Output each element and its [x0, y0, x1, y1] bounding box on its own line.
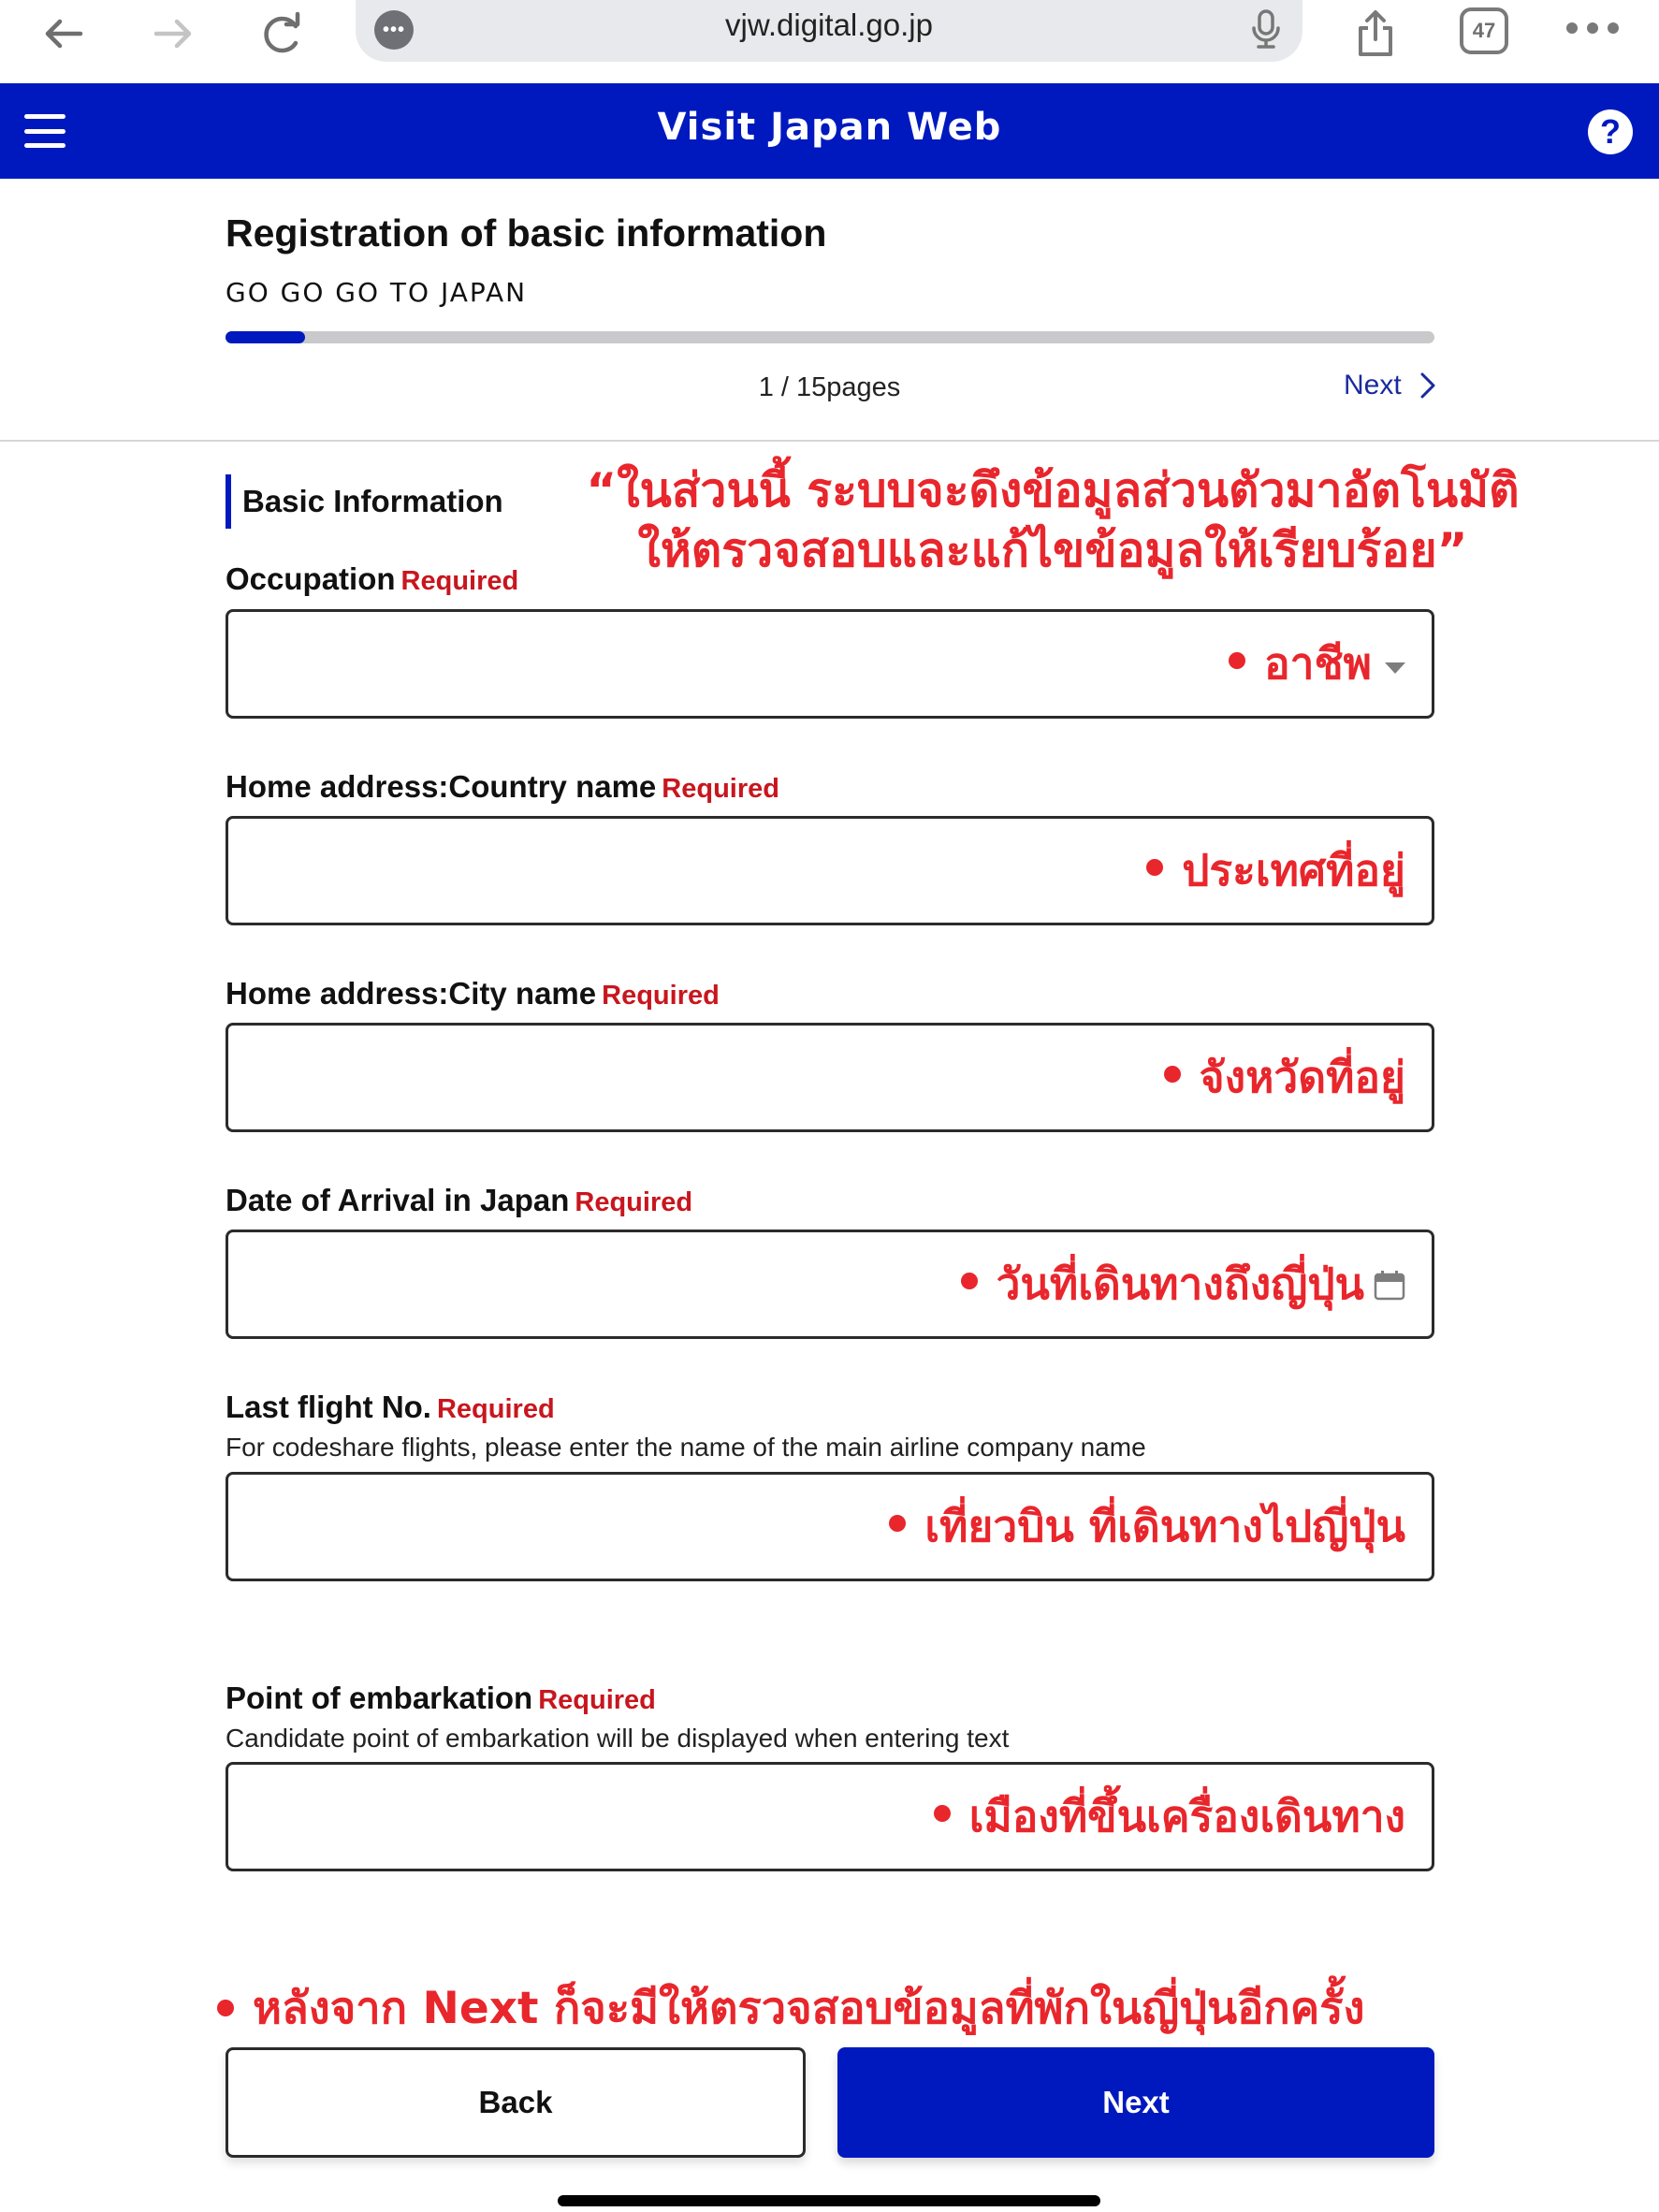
more-icon[interactable]	[1566, 9, 1619, 47]
chevron-right-icon	[1419, 371, 1437, 400]
bullet-icon	[961, 1273, 978, 1289]
embarkation-annotation-text: เมืองที่ขึ้นเครื่องเดินทาง	[968, 1791, 1405, 1841]
bullet-icon	[217, 2000, 234, 2016]
caret-down-icon	[1385, 662, 1405, 674]
flight-no-input[interactable]	[226, 1472, 1434, 1581]
site-menu-icon[interactable]: •••	[374, 10, 414, 50]
embarkation-annotation	[934, 1765, 1405, 1869]
progress-bar	[226, 331, 1434, 343]
annotation-note-top	[585, 460, 1521, 580]
app-header	[0, 83, 1659, 179]
back-button[interactable]: Back	[226, 2047, 806, 2158]
country-label	[226, 769, 779, 805]
flight-no-hint: For codeshare flights, please enter the name of the main airline company name	[226, 1433, 1146, 1462]
embarkation-hint: Candidate point of embarkation will be displayed when entering text	[226, 1724, 1010, 1753]
page-count: 1 / 15pages	[758, 372, 901, 402]
country-name-input[interactable]	[226, 816, 1434, 925]
embarkation-label-text: Point of embarkation	[226, 1681, 533, 1715]
occupation-annotation-text: อาชีพ	[1264, 638, 1372, 689]
flight-no-annotation	[889, 1475, 1405, 1579]
annotation-line-2: ให้ตรวจสอบและแก้ไขข้อมูลให้เรียบร้อย”	[637, 523, 1468, 577]
next-page-link[interactable]	[1344, 370, 1437, 401]
required-badge: Required	[602, 981, 720, 1011]
bullet-icon	[889, 1515, 906, 1532]
arrival-date-annotation-text: วันที่เดินทางถึงญี่ปุ่น	[996, 1259, 1364, 1309]
flight-no-annotation-text: เที่ยวบิน ที่เดินทางไปญี่ปุ่น	[924, 1501, 1405, 1551]
share-icon	[1351, 9, 1400, 58]
page-subtitle: GO GO GO TO JAPAN	[226, 277, 528, 308]
embarkation-label	[226, 1681, 656, 1716]
home-indicator	[558, 2195, 1100, 2206]
bullet-icon	[1229, 652, 1245, 669]
bullet-icon	[1146, 859, 1163, 876]
country-label-text: Home address:Country name	[226, 769, 657, 804]
browser-forward-button[interactable]	[145, 6, 201, 62]
bullet-icon	[1164, 1066, 1181, 1083]
required-badge: Required	[436, 1394, 555, 1424]
country-annotation	[1146, 819, 1405, 923]
forward-arrow-icon	[149, 9, 197, 58]
next-link-label: Next	[1344, 370, 1402, 400]
app-title: Visit Japan Web	[657, 106, 1002, 149]
occupation-label-text: Occupation	[226, 561, 396, 596]
required-badge: Required	[400, 566, 519, 596]
required-badge: Required	[575, 1187, 693, 1217]
arrival-date-input[interactable]	[226, 1230, 1434, 1339]
country-annotation-text: ประเทศที่อยู่	[1182, 845, 1405, 895]
bullet-icon	[934, 1805, 951, 1822]
tabs-button[interactable]: 47	[1460, 7, 1508, 54]
browser-back-button[interactable]	[36, 6, 92, 62]
arrival-date-label	[226, 1183, 692, 1218]
help-icon[interactable]: ?	[1588, 109, 1633, 154]
reload-icon	[258, 9, 307, 58]
annotation-note-bottom	[217, 1972, 1364, 2043]
city-annotation	[1164, 1026, 1405, 1129]
url-text[interactable]: vjw.digital.go.jp	[725, 7, 933, 42]
browser-reload-button[interactable]	[255, 6, 311, 62]
next-button[interactable]: Next	[837, 2047, 1434, 2158]
arrival-date-label-text: Date of Arrival in Japan	[226, 1183, 570, 1217]
required-badge: Required	[538, 1685, 656, 1715]
arrival-date-annotation	[961, 1232, 1405, 1336]
calendar-icon[interactable]	[1374, 1269, 1405, 1301]
occupation-label	[226, 561, 518, 597]
header-divider	[0, 440, 1659, 442]
city-label-text: Home address:City name	[226, 976, 597, 1011]
occupation-annotation	[1229, 612, 1405, 716]
city-annotation-text: จังหวัดที่อยู่	[1199, 1052, 1405, 1102]
city-label	[226, 976, 720, 1011]
back-arrow-icon	[39, 9, 88, 58]
section-heading-text: Basic Information	[242, 484, 503, 518]
progress-fill	[226, 331, 305, 343]
annotation-bottom-text: หลังจาก Next ก็จะมีให้ตรวจสอบข้อมูลที่พักในญี่ปุ่นอีกครั้ง	[253, 1983, 1365, 2034]
occupation-select[interactable]	[226, 609, 1434, 719]
annotation-line-1: “ในส่วนนี้ ระบบจะดึงข้อมูลส่วนตัวมาอัตโนมัติ	[586, 463, 1520, 517]
required-badge: Required	[662, 774, 779, 804]
city-name-input[interactable]	[226, 1023, 1434, 1132]
flight-no-label-text: Last flight No.	[226, 1390, 431, 1424]
page-title: Registration of basic information	[226, 211, 827, 255]
browser-toolbar	[0, 0, 1659, 82]
microphone-icon[interactable]	[1243, 6, 1289, 52]
share-button[interactable]	[1347, 6, 1404, 62]
embarkation-input[interactable]	[226, 1762, 1434, 1871]
flight-no-label	[226, 1390, 555, 1425]
section-heading	[226, 474, 503, 529]
address-bar[interactable]	[356, 0, 1302, 62]
